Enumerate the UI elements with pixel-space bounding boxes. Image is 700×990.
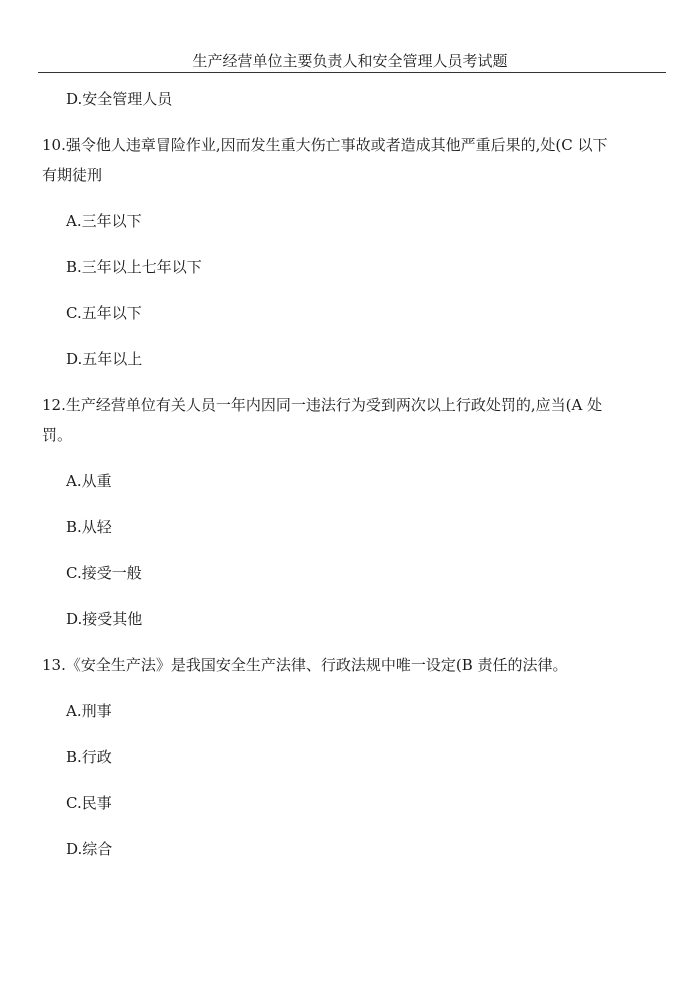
page-header	[0, 50, 700, 72]
question-13	[42, 650, 666, 680]
option-line: A.刑事	[66, 702, 112, 720]
header-title: 生产经营单位主要负责人和安全管理人员考试题	[192, 52, 508, 70]
option-line: D.综合	[66, 840, 113, 858]
option-line: A.三年以下	[66, 212, 142, 230]
option-line: C.接受一般	[66, 564, 142, 582]
question-12	[42, 390, 666, 450]
header-divider	[38, 72, 666, 73]
option-line: B.从轻	[66, 518, 112, 536]
question-text: 12.生产经营单位有关人员一年内因同一违法行为受到两次以上行政处罚的,应当(A 处	[42, 396, 603, 414]
option-line: C.五年以下	[66, 304, 142, 322]
option-line: B.行政	[66, 748, 112, 766]
question-text-continued: 罚。	[42, 426, 73, 444]
question-text: 13.《安全生产法》是我国安全生产法律、行政法规中唯一设定(B 责任的法律。	[42, 656, 568, 674]
option-line: B.三年以上七年以下	[66, 258, 202, 276]
option-line: D.五年以上	[66, 350, 143, 368]
option-line: C.民事	[66, 794, 112, 812]
option-line: D.接受其他	[66, 610, 143, 628]
question-text: 10.强令他人违章冒险作业,因而发生重大伤亡事故或者造成其他严重后果的,处(C 以下	[42, 136, 608, 154]
question-text-continued: 有期徒刑	[42, 166, 103, 184]
document-body	[42, 84, 666, 880]
option-line: A.从重	[66, 472, 112, 490]
question-10	[42, 130, 666, 190]
option-line: D.安全管理人员	[66, 90, 173, 108]
